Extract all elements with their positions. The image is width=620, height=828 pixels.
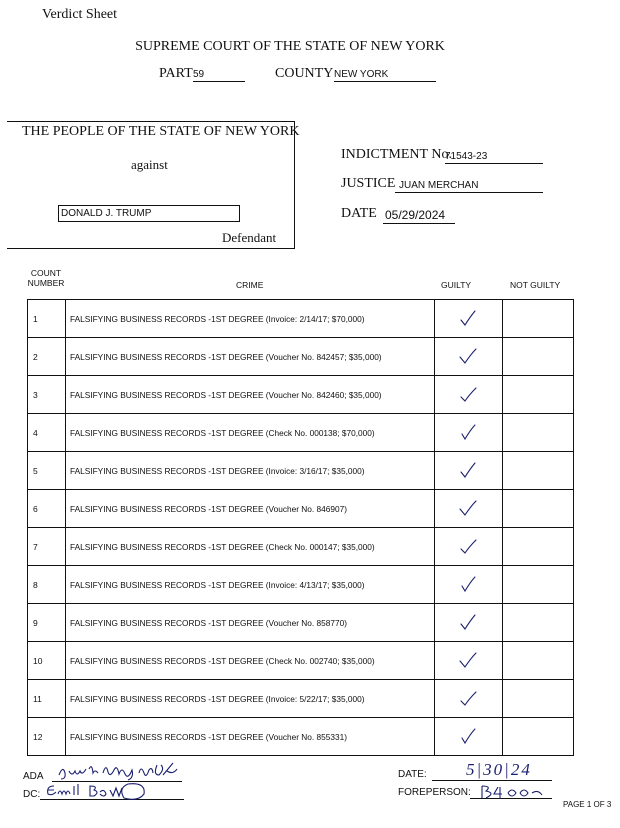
foreperson-signature xyxy=(478,783,558,801)
table-row xyxy=(28,528,574,566)
verdict-date-handwritten: 5|30|24 xyxy=(466,760,532,779)
guilty-cell xyxy=(435,680,503,718)
part-value: 59 xyxy=(193,69,245,82)
table-row xyxy=(28,490,574,528)
crime-description: FALSIFYING BUSINESS RECORDS -1ST DEGREE (Voucher No. 842460; $35,000) xyxy=(66,376,435,414)
crime-description: FALSIFYING BUSINESS RECORDS -1ST DEGREE (Voucher No. 842457; $35,000) xyxy=(66,338,435,376)
guilty-cell xyxy=(435,338,503,376)
checkmark-icon xyxy=(458,537,480,557)
table-row xyxy=(28,604,574,642)
checkmark-icon xyxy=(458,423,480,443)
table-row xyxy=(28,680,574,718)
not-guilty-cell xyxy=(503,300,574,338)
table-row xyxy=(28,566,574,604)
counts-table-body xyxy=(28,300,574,756)
guilty-cell xyxy=(435,528,503,566)
guilty-cell xyxy=(435,414,503,452)
not-guilty-cell xyxy=(503,376,574,414)
checkmark-icon xyxy=(458,613,480,633)
table-row xyxy=(28,718,574,756)
part-label: PART xyxy=(159,66,193,81)
guilty-cell xyxy=(435,718,503,756)
count-number: 3 xyxy=(28,376,66,414)
not-guilty-cell xyxy=(503,642,574,680)
guilty-cell xyxy=(435,642,503,680)
not-guilty-cell xyxy=(503,528,574,566)
crime-description: FALSIFYING BUSINESS RECORDS -1ST DEGREE (Voucher No. 855331) xyxy=(66,718,435,756)
table-row xyxy=(28,338,574,376)
column-header-not-guilty: NOT GUILTY xyxy=(510,280,561,290)
crime-description: FALSIFYING BUSINESS RECORDS -1ST DEGREE (Check No. 002740; $35,000) xyxy=(66,642,435,680)
guilty-cell xyxy=(435,604,503,642)
verdict-date-line xyxy=(432,780,552,781)
checkmark-icon xyxy=(458,461,480,481)
crime-description: FALSIFYING BUSINESS RECORDS -1ST DEGREE (Invoice: 3/16/17; $35,000) xyxy=(66,452,435,490)
column-header-guilty: GUILTY xyxy=(441,280,472,290)
date-value: 05/29/2024 xyxy=(383,208,455,224)
count-number: 4 xyxy=(28,414,66,452)
crime-description: FALSIFYING BUSINESS RECORDS -1ST DEGREE (Invoice: 4/13/17; $35,000) xyxy=(66,566,435,604)
indictment-number: 71543-23 xyxy=(445,151,543,164)
not-guilty-cell xyxy=(503,566,574,604)
checkmark-icon xyxy=(458,651,480,671)
table-row xyxy=(28,452,574,490)
guilty-cell xyxy=(435,490,503,528)
against-label: against xyxy=(131,157,168,172)
table-row xyxy=(28,414,574,452)
ada-label: ADA xyxy=(23,771,44,782)
count-number: 8 xyxy=(28,566,66,604)
not-guilty-cell xyxy=(503,604,574,642)
justice-label: JUSTICE xyxy=(341,176,396,191)
checkmark-icon xyxy=(458,575,480,595)
table-row xyxy=(28,376,574,414)
not-guilty-cell xyxy=(503,490,574,528)
guilty-cell xyxy=(435,376,503,414)
defendant-label: Defendant xyxy=(222,230,277,245)
count-number: 5 xyxy=(28,452,66,490)
guilty-cell xyxy=(435,300,503,338)
guilty-cell xyxy=(435,452,503,490)
not-guilty-cell xyxy=(503,452,574,490)
court-name: SUPREME COURT OF THE STATE OF NEW YORK xyxy=(135,39,445,54)
count-number: 2 xyxy=(28,338,66,376)
crime-description: FALSIFYING BUSINESS RECORDS -1ST DEGREE (Voucher No. 846907) xyxy=(66,490,435,528)
checkmark-icon xyxy=(458,347,480,367)
count-number: 9 xyxy=(28,604,66,642)
crime-description: FALSIFYING BUSINESS RECORDS -1ST DEGREE (Invoice: 5/22/17; $35,000) xyxy=(66,680,435,718)
count-number: 1 xyxy=(28,300,66,338)
crime-description: FALSIFYING BUSINESS RECORDS -1ST DEGREE (Check No. 000147; $35,000) xyxy=(66,528,435,566)
checkmark-icon xyxy=(458,499,480,519)
count-number: 11 xyxy=(28,680,66,718)
not-guilty-cell xyxy=(503,414,574,452)
crime-description: FALSIFYING BUSINESS RECORDS -1ST DEGREE (Invoice: 2/14/17; $70,000) xyxy=(66,300,435,338)
defendant-name: DONALD J. TRUMP xyxy=(58,205,240,222)
counts-table xyxy=(27,299,574,756)
count-number: 7 xyxy=(28,528,66,566)
table-row xyxy=(28,642,574,680)
foreperson-label: FOREPERSON: xyxy=(398,787,471,798)
table-row xyxy=(28,300,574,338)
not-guilty-cell xyxy=(503,718,574,756)
column-header-crime: CRIME xyxy=(236,280,264,290)
not-guilty-cell xyxy=(503,680,574,718)
county-label: COUNTY xyxy=(275,66,334,81)
checkmark-icon xyxy=(458,385,480,405)
checkmark-icon xyxy=(458,309,480,329)
column-header-count: COUNT NUMBER xyxy=(27,268,65,288)
checkmark-icon xyxy=(458,689,480,709)
verdict-date-label: DATE: xyxy=(398,769,427,780)
count-number: 6 xyxy=(28,490,66,528)
dc-label: DC: xyxy=(23,789,41,800)
justice-name: JUAN MERCHAN xyxy=(395,180,543,193)
date-label: DATE xyxy=(341,206,377,221)
crime-description: FALSIFYING BUSINESS RECORDS -1ST DEGREE (Voucher No. 858770) xyxy=(66,604,435,642)
count-number: 12 xyxy=(28,718,66,756)
crime-description: FALSIFYING BUSINESS RECORDS -1ST DEGREE (Check No. 000138; $70,000) xyxy=(66,414,435,452)
sheet-title: Verdict Sheet xyxy=(42,7,118,22)
people-caption: THE PEOPLE OF THE STATE OF NEW YORK xyxy=(22,124,300,139)
indictment-label: INDICTMENT No. xyxy=(341,147,452,162)
checkmark-icon xyxy=(458,727,480,747)
page-number: PAGE 1 OF 3 xyxy=(563,800,612,809)
count-number: 10 xyxy=(28,642,66,680)
guilty-cell xyxy=(435,566,503,604)
not-guilty-cell xyxy=(503,338,574,376)
county-value: NEW YORK xyxy=(334,69,436,82)
dc-signature xyxy=(44,780,174,804)
